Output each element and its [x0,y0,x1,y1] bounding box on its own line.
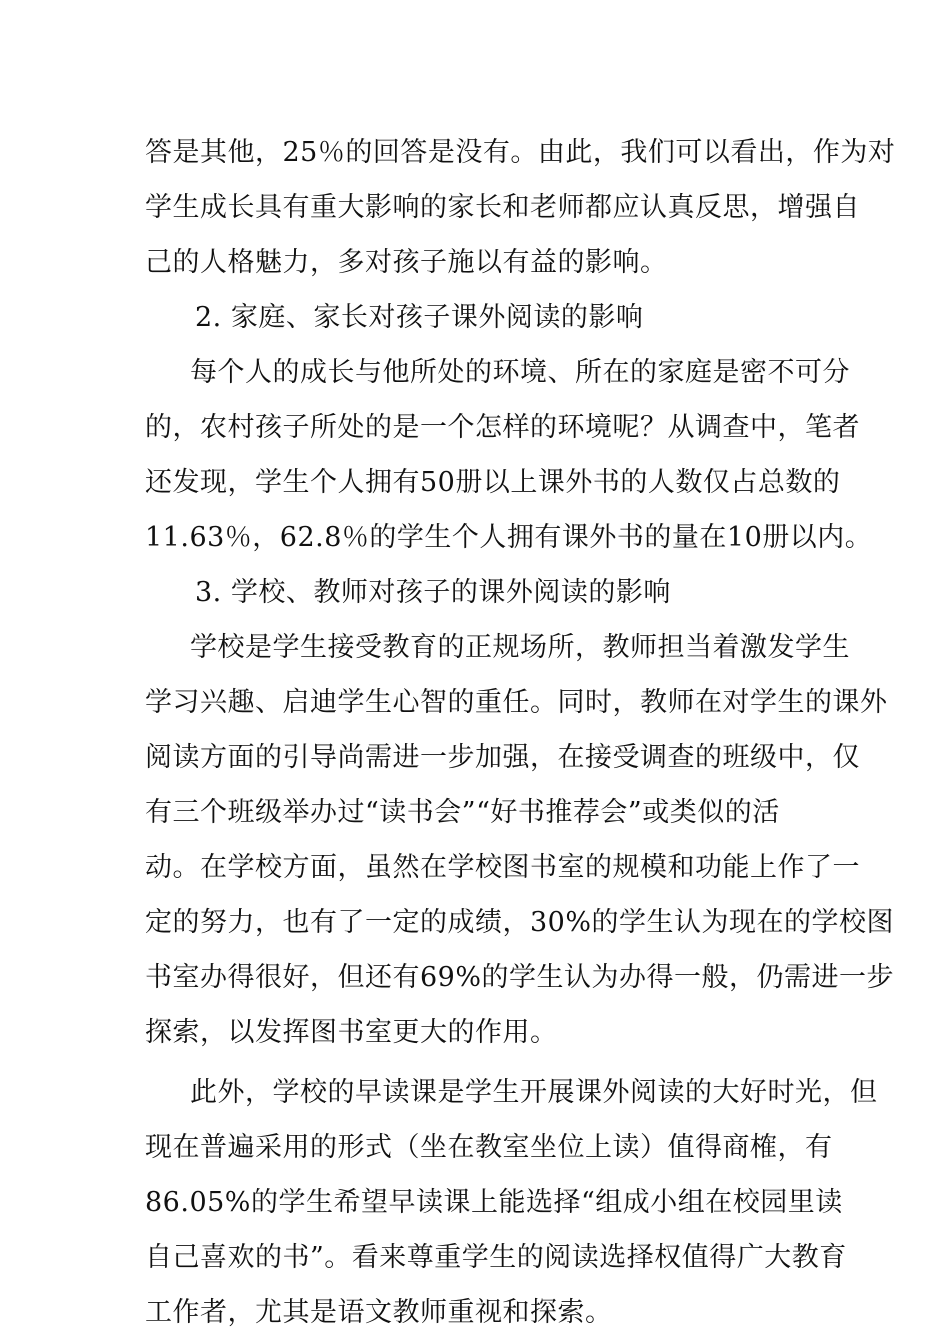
text-line-22: 工作者，尤其是语文教师重视和探索。 [145,1297,613,1328]
section-heading-3: 3. 学校、教师对孩子的课外阅读的影响 [195,577,671,608]
text-line-13: 有三个班级举办过“读书会”“好书推荐会”或类似的活 [145,797,780,828]
text-line-17: 探索，以发挥图书室更大的作用。 [145,1017,558,1048]
section-heading-2: 2. 家庭、家长对孩子课外阅读的影响 [195,302,644,333]
text-line-6: 的，农村孩子所处的是一个怎样的环境呢？从调查中，笔者 [145,412,860,443]
text-line-5: 每个人的成长与他所处的环境、所在的家庭是密不可分 [190,357,850,388]
text-line-7: 还发现，学生个人拥有50册以上课外书的人数仅占总数的 [145,467,841,498]
text-line-16: 书室办得很好，但还有69%的学生认为办得一般，仍需进一步 [145,962,895,993]
text-line-3: 己的人格魅力，多对孩子施以有益的影响。 [145,247,668,278]
text-line-11: 学习兴趣、启迪学生心智的重任。同时，教师在对学生的课外 [145,687,888,718]
text-line-18: 此外，学校的早读课是学生开展课外阅读的大好时光，但 [190,1077,878,1108]
text-line-10: 学校是学生接受教育的正规场所，教师担当着激发学生 [190,632,850,663]
text-line-1: 答是其他，25％的回答是没有。由此，我们可以看出，作为对 [145,137,896,168]
text-line-12: 阅读方面的引导尚需进一步加强，在接受调查的班级中，仅 [145,742,860,773]
text-line-21: 自己喜欢的书”。看来尊重学生的阅读选择权值得广大教育 [145,1242,847,1273]
text-line-15: 定的努力，也有了一定的成绩，30%的学生认为现在的学校图 [145,907,895,938]
text-line-20: 86.05%的学生希望早读课上能选择“组成小组在校园里读 [145,1187,843,1218]
text-line-2: 学生成长具有重大影响的家长和老师都应认真反思，增强自 [145,192,860,223]
text-line-8: 11.63％，62.8％的学生个人拥有课外书的量在10册以内。 [145,522,873,553]
text-line-14: 动。在学校方面，虽然在学校图书室的规模和功能上作了一 [145,852,860,883]
text-line-19: 现在普遍采用的形式（坐在教室坐位上读）值得商榷，有 [145,1132,833,1163]
